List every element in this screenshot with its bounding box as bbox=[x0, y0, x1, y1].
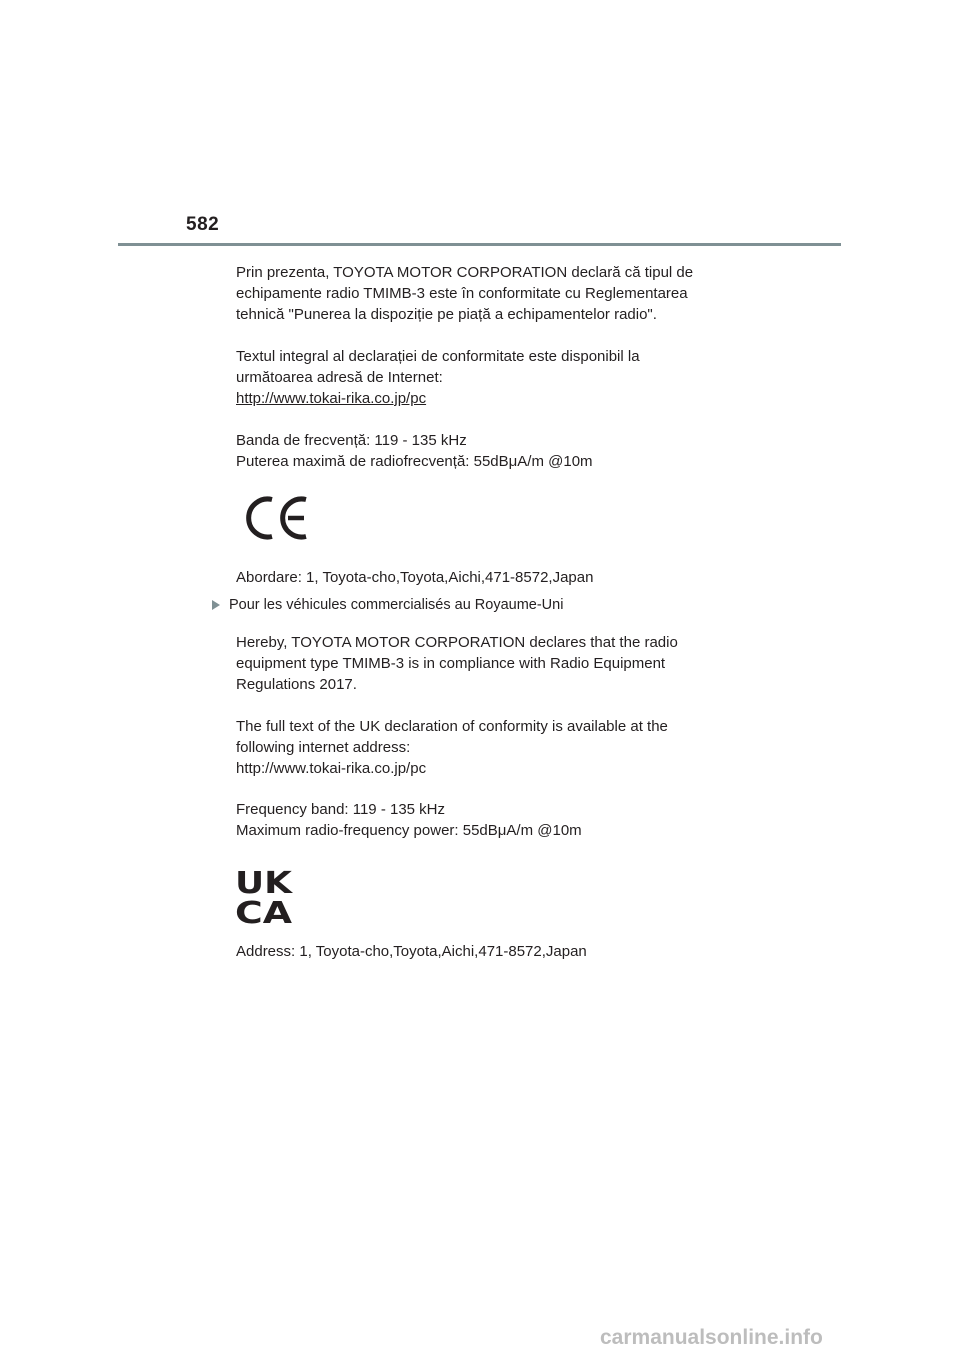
ro-frequency: Banda de frecvență: 119 - 135 kHz bbox=[236, 432, 467, 449]
ro-declaration-paragraph bbox=[236, 262, 693, 325]
ro-fulltext-paragraph bbox=[236, 346, 640, 409]
ukca-mark-icon bbox=[234, 866, 294, 926]
uk-section-heading bbox=[212, 597, 563, 613]
header-rule bbox=[118, 243, 841, 246]
ukca-mark-line: UK bbox=[235, 866, 294, 901]
ro-declaration-line: Prin prezenta, TOYOTA MOTOR CORPORATION declară că tipul de bbox=[236, 264, 694, 281]
uk-spec-paragraph bbox=[236, 799, 582, 841]
ro-fulltext-line: Textul integral al declarației de conformitate este disponibil la bbox=[236, 348, 640, 365]
bullet-arrow-icon bbox=[212, 600, 220, 610]
watermark: carmanualsonline.info bbox=[600, 1326, 823, 1349]
ro-power: Puterea maximă de radiofrecvență: 55dBμA/m @10m bbox=[236, 453, 593, 470]
ro-spec-paragraph bbox=[236, 430, 593, 472]
page-number: 582 bbox=[186, 214, 220, 235]
ro-url-link[interactable]: http://www.tokai-rika.co.jp/pc bbox=[236, 390, 427, 407]
uk-url-text: http://www.tokai-rika.co.jp/pc bbox=[236, 760, 427, 777]
uk-fulltext-line: The full text of the UK declaration of conformity is available at the bbox=[236, 718, 668, 735]
uk-declaration-line: Hereby, TOYOTA MOTOR CORPORATION declares that the radio bbox=[236, 634, 678, 651]
uk-power: Maximum radio-frequency power: 55dBμA/m @10m bbox=[236, 822, 582, 839]
uk-declaration-paragraph bbox=[236, 632, 678, 695]
uk-address-block bbox=[236, 941, 587, 962]
uk-section-heading-text: Pour les véhicules commercialisés au Royaume-Uni bbox=[229, 597, 564, 613]
ro-declaration-line: echipamente radio TMIMB-3 este în conformitate cu Reglementarea bbox=[236, 285, 688, 302]
ro-fulltext-line: următoarea adresă de Internet: bbox=[236, 369, 443, 386]
ce-mark-icon bbox=[244, 493, 310, 543]
ro-declaration-line: tehnică "Punerea la dispoziție pe piață a echipamentelor radio". bbox=[236, 306, 657, 323]
uk-declaration-line: equipment type TMIMB-3 is in compliance with Radio Equipment bbox=[236, 655, 666, 672]
ro-address-block bbox=[236, 567, 593, 588]
uk-declaration-line: Regulations 2017. bbox=[236, 676, 357, 693]
uk-address: Address: 1, Toyota-cho,Toyota,Aichi,471-8572,Japan bbox=[236, 943, 587, 960]
ro-address: Abordare: 1, Toyota-cho,Toyota,Aichi,471-8572,Japan bbox=[236, 569, 594, 586]
ukca-mark-line: CA bbox=[235, 896, 293, 926]
uk-fulltext-line: following internet address: bbox=[236, 739, 411, 756]
uk-frequency: Frequency band: 119 - 135 kHz bbox=[236, 801, 446, 818]
uk-fulltext-paragraph bbox=[236, 716, 668, 779]
